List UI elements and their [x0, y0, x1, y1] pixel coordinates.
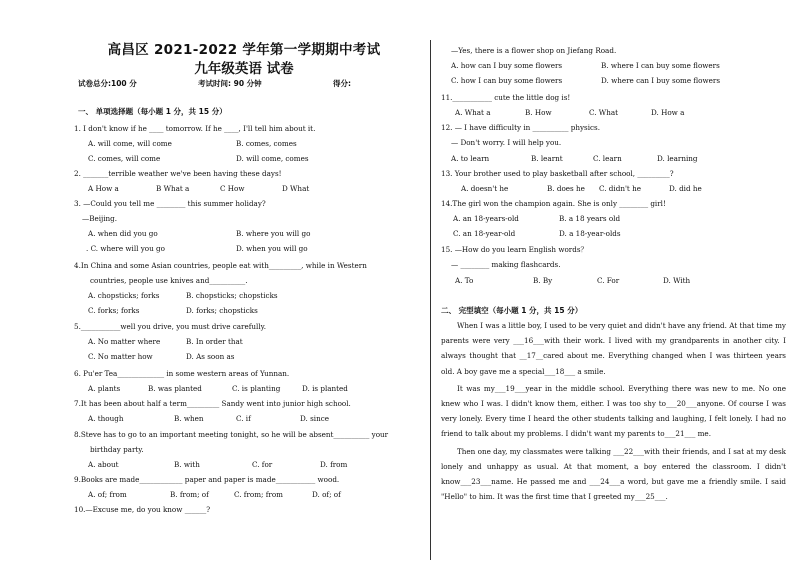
q6-option-c: C. is planting: [232, 384, 281, 393]
q7-stem: 7.It has been about half a term_________ Sandy went into junior high school.: [74, 399, 351, 408]
exam-title: 高昌区 2021-2022 学年第一学期期中考试: [107, 42, 381, 58]
q15-option-d: D. With: [663, 276, 691, 285]
q6-option-a: A. plants: [88, 384, 121, 393]
q14-option-c: C. an 18-year-old: [453, 229, 516, 238]
q13-stem: 13. Your brother used to play basketball after school, _________?: [441, 169, 674, 178]
q15-stem: 15. —How do you learn English words？: [441, 245, 588, 254]
column-divider: [430, 40, 431, 560]
q5-option-a: A. No matter where: [88, 337, 161, 346]
q3-answer-line: —Beijing.: [82, 214, 118, 223]
q6-option-b: B. was planted: [148, 384, 202, 393]
q7-option-d: D. since: [300, 414, 329, 423]
q4-option-b: B. chopsticks; chopsticks: [186, 291, 278, 300]
score-field: 得分:: [333, 79, 351, 88]
q7-option-c: C. if: [236, 414, 251, 423]
q11-option-d: D. How a: [651, 108, 685, 117]
q4-stem: 4.In China and some Asian countries, people eat with_________, while in Western: [74, 261, 367, 270]
q5-stem: 5.___________well you drive, you must drive carefully.: [74, 322, 267, 331]
q1-option-c: C. comes, will come: [88, 154, 161, 163]
q5-option-c: C. No matter how: [88, 352, 153, 361]
q5-option-b: B. In order that: [186, 337, 243, 346]
q14-option-b: B. a 18 years old: [559, 214, 621, 223]
q10-answer-line: —Yes, there is a flower shop on Jiefang Road.: [451, 46, 617, 55]
q10-option-b: B. where I can buy some flowers: [601, 61, 720, 70]
q2-option-d: D What: [282, 184, 310, 193]
q12-answer-line: — Don't worry. I will help you.: [451, 138, 562, 147]
q3-option-d: D. when you will go: [236, 244, 308, 253]
q13-option-d: D. did he: [669, 184, 702, 193]
q14-option-a: A. an 18-years-old: [453, 214, 519, 223]
q8-option-d: D. from: [320, 460, 348, 469]
q9-stem: 9.Books are made____________ paper and paper is made___________ wood.: [74, 475, 340, 484]
q3-option-b: B. where you will go: [236, 229, 311, 238]
q13-option-a: A. doesn't he: [461, 184, 509, 193]
section-2-title: 二、 完型填空（每小题 1 分，共 15 分）: [441, 306, 583, 315]
q2-option-a: A How a: [88, 184, 119, 193]
q15-option-b: B. By: [533, 276, 553, 285]
q13-option-b: B. does he: [547, 184, 585, 193]
q8-option-c: C. for: [252, 460, 273, 469]
q4-option-c: C. forks; forks: [88, 306, 140, 315]
q9-option-c: C. from; from: [234, 490, 283, 499]
q11-stem: 11.___________ cute the little dog is!: [441, 93, 571, 102]
q12-option-a: A. to learn: [451, 154, 490, 163]
q2-option-b: B What a: [156, 184, 190, 193]
q12-option-c: C. learn: [593, 154, 622, 163]
q15-option-a: A. To: [455, 276, 474, 285]
q15-answer-line: — ________ making flashcards.: [451, 260, 561, 269]
q2-option-c: C How: [220, 184, 245, 193]
q4-option-d: D. forks; chopsticks: [186, 306, 258, 315]
cloze-passage: [441, 318, 786, 504]
q6-option-d: D. is planted: [302, 384, 348, 393]
q9-option-b: B. from; of: [170, 490, 209, 499]
passage-paragraph-2: It was my___19___year in the middle school. Everything there was new to me. No one knew who I was. I didn't know them, either. I was too shy to___20___anyone. Of course I was very lonely. Every time I heard the other students talking and laughing, I felt lonely. I had no friend to talk about my problems. I didn't want my parents to___21___ me.: [441, 383, 786, 439]
q10-option-c: C. how I can buy some flowers: [451, 76, 563, 85]
q12-stem: 12. — I have difficulty in __________ physics.: [441, 123, 601, 132]
q10-stem: 10.—Excuse me, do you know ______?: [74, 505, 211, 514]
q5-option-d: D. As soon as: [186, 352, 235, 361]
q1-option-a: A. will come, will come: [88, 139, 172, 148]
q7-option-b: B. when: [174, 414, 204, 423]
q4-stem-cont: countries, people use knives and__________.: [90, 276, 248, 285]
q1-option-b: B. comes, comes: [236, 139, 297, 148]
q7-option-a: A. though: [88, 414, 124, 423]
q8-option-b: B. with: [174, 460, 200, 469]
q14-stem: 14.The girl won the champion again. She is only ________ girl!: [441, 199, 666, 208]
q2-stem: 2. _______terrible weather we've been having these days!: [74, 169, 282, 178]
q12-option-d: D. learning: [657, 154, 698, 163]
q8-option-a: A. about: [88, 460, 119, 469]
q3-option-c: . C. where will you go: [86, 244, 165, 253]
q11-option-a: A. What a: [455, 108, 491, 117]
exam-time: 考试时间: 90 分钟: [198, 79, 262, 88]
q4-option-a: A. chopsticks; forks: [88, 291, 160, 300]
q3-stem: 3. —Could you tell me ________ this summer holiday?: [74, 199, 266, 208]
q1-option-d: D. will come, comes: [236, 154, 309, 163]
q3-option-a: A. when did you go: [88, 229, 158, 238]
q14-option-d: D. a 18-year-olds: [559, 229, 621, 238]
section-1-title: 一、 单项选择题（每小题 1 分，共 15 分）: [78, 107, 227, 116]
q9-option-a: A. of; from: [88, 490, 127, 499]
total-score: 试卷总分:100 分: [78, 79, 137, 88]
q1-stem: 1. I don't know if he ____ tomorrow. If he ____, I'll tell him about it.: [74, 124, 316, 133]
q11-option-b: B. How: [525, 108, 552, 117]
q15-option-c: C. For: [597, 276, 620, 285]
q8-stem: 8.Steve has to go to an important meeting tonight, so he will be absent__________ your: [74, 430, 389, 439]
passage-paragraph-3: Then one day, my classmates were talking ___22___with their friends, and I sat at my desk lonely and unhappy as usual. At that moment, a boy entered the classroom. I didn't know___23___name. He passed me and ___24___a word, but gave me a friendly smile. I said "Hello" to him. It was the first time that I greeted my___25___.: [441, 446, 786, 502]
q10-option-d: D. where can I buy some flowers: [601, 76, 721, 85]
q12-option-b: B. learnt: [531, 154, 563, 163]
passage-paragraph-1: When I was a little boy, I used to be very quiet and didn't have any friend. At that time my parents were very ___16___with their work. I lived with my grandparents in another city. I always thought that __17__cared about me. Everything changed when I was thirteen years old. A boy gave me a special___18___ a smile.: [441, 321, 786, 376]
exam-subtitle: 九年级英语 试卷: [194, 61, 294, 77]
q9-option-d: D. of; of: [312, 490, 341, 499]
q11-option-c: C. What: [589, 108, 619, 117]
q8-stem-cont: birthday party.: [90, 445, 144, 454]
q6-stem: 6. Pu'er Tea_____________ in some western areas of Yunnan.: [74, 369, 290, 378]
q13-option-c: C. didn't he: [599, 184, 641, 193]
q10-option-a: A. how can I buy some flowers: [451, 61, 563, 70]
